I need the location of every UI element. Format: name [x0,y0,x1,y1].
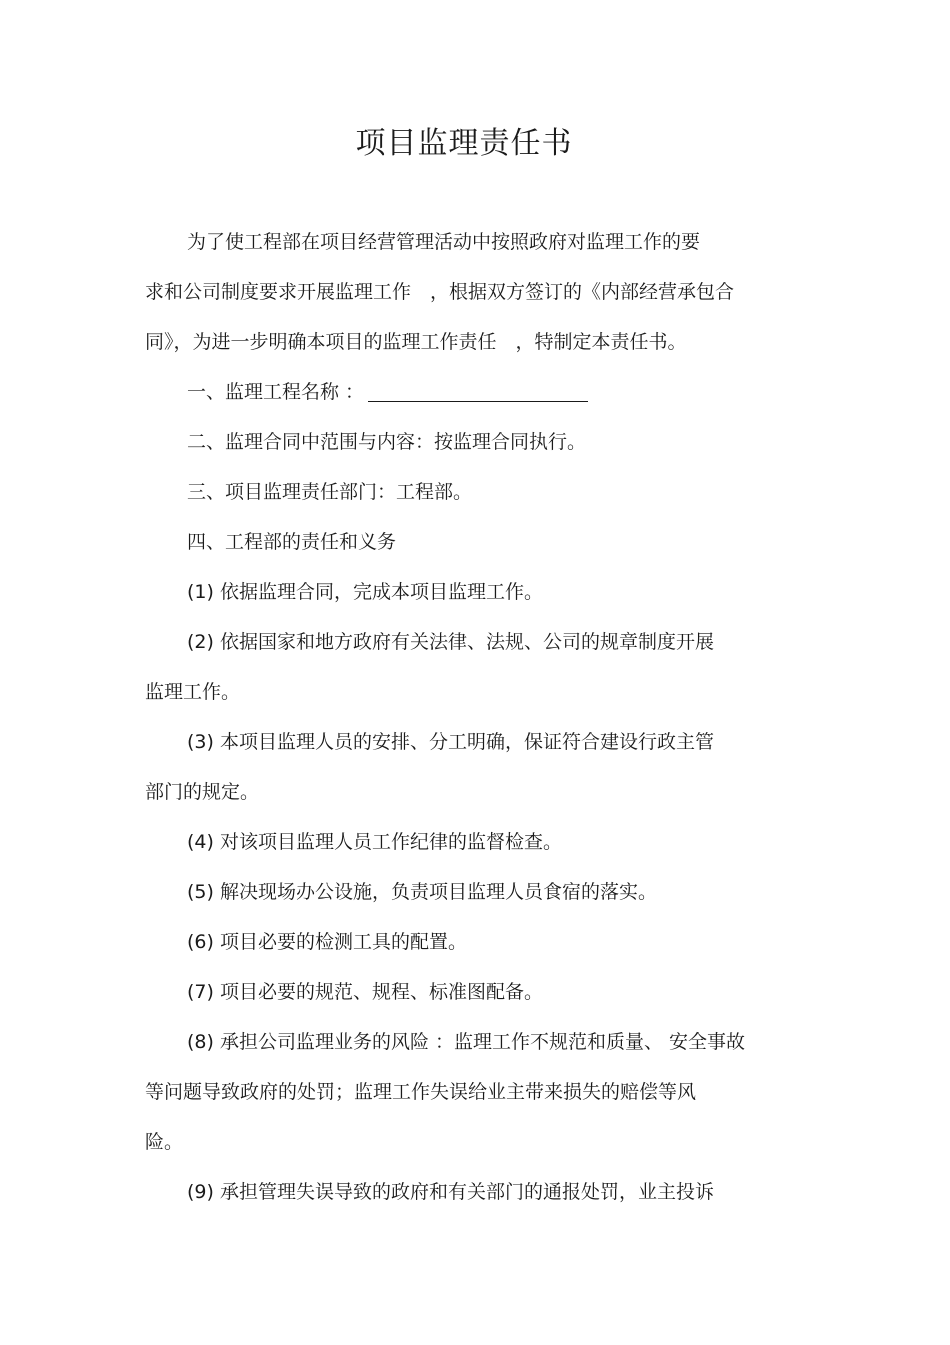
paragraph-line: 求和公司制度要求开展监理工作 ，根据双方签订的《内部经营承包合 [145,281,735,303]
project-name-label: 一、监理工程名称 ： [187,381,365,403]
list-item: (8) 承担公司监理业务的风险 ：监理工作不规范和质量、 安全事故 [187,1031,746,1053]
list-item: (6) 项目必要的检测工具的配置。 [187,931,467,953]
list-item: (3) 本项目监理人员的安排、分工明确，保证符合建设行政主管 [187,731,714,753]
project-name-blank [368,381,588,402]
list-item: (7) 项目必要的规范、规程、标准图配备。 [187,981,543,1003]
paragraph-line: 为了使工程部在项目经营管理活动中按照政府对监理工作的要 [187,231,701,253]
list-item-continuation: 部门的规定。 [145,781,260,803]
clause-heading: 四、工程部的责任和义务 [187,531,397,553]
list-item: (2) 依据国家和地方政府有关法律、法规、公司的规章制度开展 [187,631,714,653]
paragraph-line: 同》，为进一步明确本项目的监理工作责任 ，特制定本责任书。 [145,331,687,353]
list-item-continuation: 险。 [145,1131,184,1153]
list-item: (5) 解决现场办公设施，负责项目监理人员食宿的落实。 [187,881,657,903]
document-title: 项目监理责任书 [355,126,573,161]
list-item: (9) 承担管理失误导致的政府和有关部门的通报处罚，业主投诉 [187,1181,714,1203]
list-item: (4) 对该项目监理人员工作纪律的监督检查。 [187,831,562,853]
clause-line: 二、监理合同中范围与内容：按监理合同执行。 [187,431,587,453]
list-item-continuation: 等问题导致政府的处罚；监理工作失误给业主带来损失的赔偿等风 [145,1081,697,1103]
list-item: (1) 依据监理合同，完成本项目监理工作。 [187,581,543,603]
clause-line: 三、项目监理责任部门：工程部。 [187,481,473,503]
list-item-continuation: 监理工作。 [145,681,241,703]
project-name-row [187,378,588,406]
